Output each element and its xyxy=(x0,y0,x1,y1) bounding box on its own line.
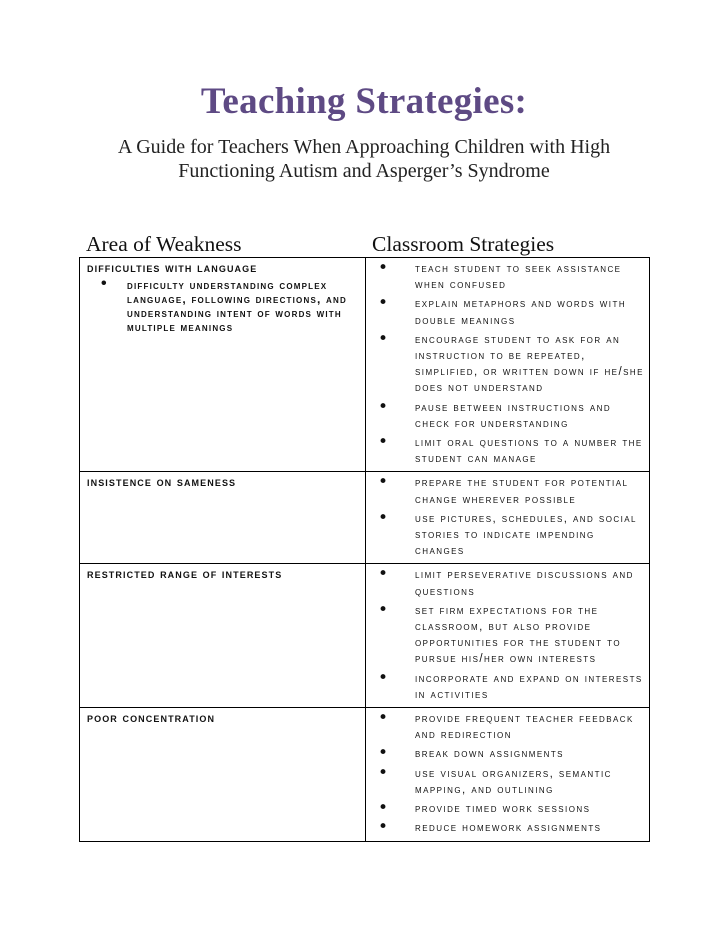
strategy-item: • reduce homework assignments xyxy=(378,820,646,836)
strategy-item: • teach student to seek assistance when confused xyxy=(378,261,646,293)
strategy-item: • limit oral questions to a number the student can manage xyxy=(378,435,646,467)
strategies-cell xyxy=(378,564,646,707)
strategy-item: • prepare the student for potential change wherever possible xyxy=(378,475,646,507)
table-row xyxy=(79,472,650,564)
strategy-item: • encourage student to ask for an instruction to be repeated, simplified, or written down if he/she does not understand xyxy=(378,332,646,397)
page-subtitle: A Guide for Teachers When Approaching Children with High Functioning Autism and Asperger’s Syndrome xyxy=(117,136,611,182)
strategy-item: • use pictures, schedules, and social stories to indicate impending changes xyxy=(378,511,646,560)
strategy-item: • set firm expectations for the classroom, but also provide opportunities for the student to pursue his/her own interests xyxy=(378,603,646,668)
table-row xyxy=(79,708,650,841)
area-details xyxy=(101,278,363,334)
strategy-list xyxy=(378,261,646,467)
column-divider xyxy=(365,564,366,707)
strategy-item: • use visual organizers, semantic mapping, and outlining xyxy=(378,766,646,798)
table-row xyxy=(79,258,650,472)
strategies-cell xyxy=(378,472,646,563)
strategies-table xyxy=(79,257,650,842)
strategy-item: • break down assignments xyxy=(378,746,646,762)
strategy-item: • explain metaphors and words with double meanings xyxy=(378,296,646,328)
area-cell xyxy=(87,261,363,334)
strategy-item: • pause between instructions and check for understanding xyxy=(378,400,646,432)
header-area-of-weakness: Area of Weakness xyxy=(86,232,242,256)
column-divider xyxy=(365,258,366,471)
strategy-list xyxy=(378,475,646,559)
header-classroom-strategies: Classroom Strategies xyxy=(372,232,555,256)
strategy-item: • provide frequent teacher feedback and redirection xyxy=(378,711,646,743)
table-header xyxy=(86,232,652,258)
table-row xyxy=(79,564,650,708)
strategies-cell xyxy=(378,258,646,471)
area-title: insistence on sameness xyxy=(87,475,237,490)
area-title: restricted range of interests xyxy=(87,567,283,582)
strategies-cell xyxy=(378,708,646,840)
strategy-list xyxy=(378,567,646,703)
area-detail-item: • difficulty understanding complex language, following directions, and understanding intent of words with multiple meanings xyxy=(101,278,363,334)
page-title: Teaching Strategies: xyxy=(200,81,528,122)
strategy-list xyxy=(378,711,646,836)
area-title: poor concentration xyxy=(87,711,216,726)
column-divider xyxy=(365,472,366,563)
area-cell xyxy=(87,475,363,490)
column-divider xyxy=(365,708,366,840)
strategy-item: • incorporate and expand on interests in activities xyxy=(378,671,646,703)
strategy-item: • provide timed work sessions xyxy=(378,801,646,817)
area-title: difficulties with language xyxy=(87,261,258,275)
area-cell xyxy=(87,711,363,726)
strategy-item: • limit perseverative discussions and questions xyxy=(378,567,646,599)
area-cell xyxy=(87,567,363,582)
